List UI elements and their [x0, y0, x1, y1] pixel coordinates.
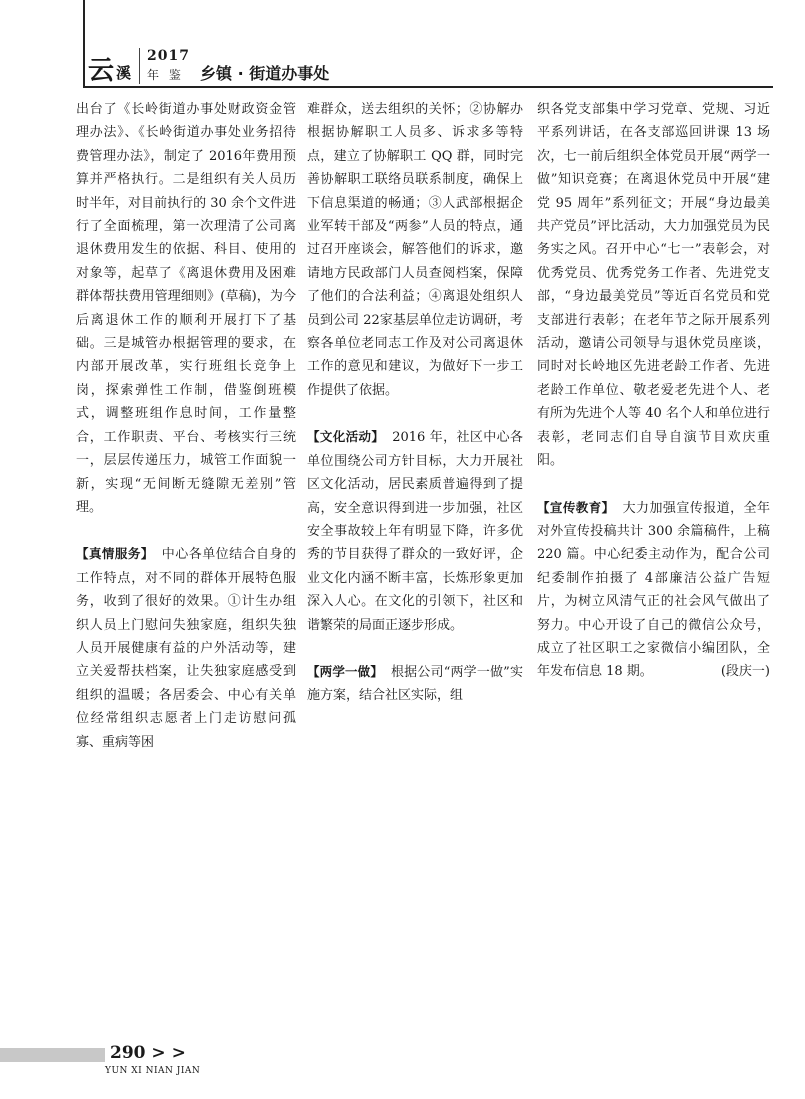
footer-title: YUN XI NIAN JIAN: [105, 1066, 201, 1076]
header-horizontal-rule: [83, 86, 773, 88]
paragraph-liangxue-text: 根据公司“两学一做”实施方案，结合社区实际，组: [307, 664, 523, 704]
paragraph-finance: 出台了《长岭街道办事处财政资金管理办法》、《长岭街道办事处业务招待费管理办法》，制定了 2016年费用预算并严格执行。二是组织有关人员历时半年，对目前执行的 30 余个文件进行了全面梳理，第一次理清了公司离退休费用发生的依据、科目、使用的对象等，起草了《离退休费用及困难群体帮扶费用管理细则》(草稿)，为今后离退休工作的顺利开展打下了基础。三是城管办根据管理的要求，在内部开展改革，实行班组长竞争上岗，探索弹性工作制，借鉴倒班模式，调整班组作息时间，工作量整合，工作职责、平台、考核实行三统一，层层传递压力，城管工作面貌一新，实现“无间断无缝隙无差别”管理。: [76, 102, 296, 515]
header-section-title: 乡镇 · 街道办事处: [200, 64, 330, 83]
footer-bar: [0, 1048, 105, 1062]
author-credit: (段庆一): [720, 664, 770, 680]
header-logo-xi: 溪: [116, 64, 132, 82]
column-left: [76, 98, 296, 754]
paragraph-publicity-text: 大力加强宣传报道，全年对外宣传投稿共计 300 余篇稿件，上稿 220 篇。中心纪委主动作为，配合公司纪委制作拍摄了 4部廉洁公益广告短片，为树立风清气正的社会风气做出了努力。中心开设了自己的微信公众号，成立了社区职工之家微信小编团队，全年发布信息 18 期。: [537, 500, 770, 680]
column-right: [537, 98, 770, 684]
column-middle: [307, 98, 523, 708]
header-logo-yun: 云: [88, 56, 115, 86]
header-year: 2017: [147, 48, 190, 64]
page-number: 290 > >: [110, 1043, 186, 1063]
paragraph-culture-text: 2016 年，社区中心各单位围绕公司方针目标，大力开展社区文化活动，居民素质普遍得到了提高，安全意识得到进一步加强，社区安全事故较上年有明显下降，许多优秀的节目获得了群众的一致好评，企业文化内涵不断丰富，长炼形象更加深入人心。在文化的引领下，社区和谐繁荣的局面正逐步形成。: [307, 430, 523, 633]
paragraph-liangxue: [307, 660, 523, 708]
section-head-service: 【真情服务】: [76, 546, 154, 562]
header-separator: [139, 48, 140, 84]
paragraph-service: [76, 542, 296, 754]
section-head-liangxue: 【两学一做】: [307, 663, 384, 679]
header-nianjian: 年 鉴: [147, 68, 184, 82]
paragraph-publicity: [537, 496, 770, 684]
section-head-culture: 【文化活动】: [307, 429, 385, 445]
paragraph-liangxue-cont: 织各党支部集中学习党章、党规、习近平系列讲话，在各支部巡回讲课 13 场次，七一前后组织全体党员开展“两学一做”知识竞赛；在离退休党员中开展“建党 95 周年”系列征文；开展“身边最美共产党员”评比活动，大力加强党员为民务实之风。召开中心“七一”表彰会，对优秀党员、优秀党务工作者、先进党支部，“身边最美党员”等近百名党员和党支部进行表彰；在老年节之际开展系列活动，邀请公司领导与退休党员座谈，同时对长岭地区先进老龄工作者、先进老龄工作单位、敬老爱老先进个人、老有所为先进个人等 40 名个人和单位进行表彰，老同志们自导自演节目欢庆重阳。: [537, 102, 770, 469]
paragraph-service-text: 中心各单位结合自身的工作特点，对不同的群体开展特色服务，收到了很好的效果。①计生办组织人员上门慰问失独家庭，组织失独人员开展健康有益的户外活动等，建立关爱帮扶档案，让失独家庭感受到组织的温暖；各居委会、中心有关单位经常组织志愿者上门走访慰问孤寡、重病等困: [76, 547, 296, 750]
section-head-publicity: 【宣传教育】: [537, 499, 615, 515]
paragraph-culture: [307, 425, 523, 637]
paragraph-service-cont: 难群众，送去组织的关怀；②协解办根据协解职工人员多、诉求多等特点，建立了协解职工 QQ 群，同时完善协解职工联络员联系制度，确保上下信息渠道的畅通；③人武部根据企业军转干部及“两参”人员的特点，通过召开座谈会，解答他们的诉求，邀请地方民政部门人员查阅档案，保障了他们的合法利益；④离退处组织人员到公司 22家基层单位走访调研，考察各单位老同志工作及对公司离退休工作的意见和建议，为做好下一步工作提供了依据。: [307, 102, 523, 398]
header-vertical-rule: [83, 0, 85, 86]
